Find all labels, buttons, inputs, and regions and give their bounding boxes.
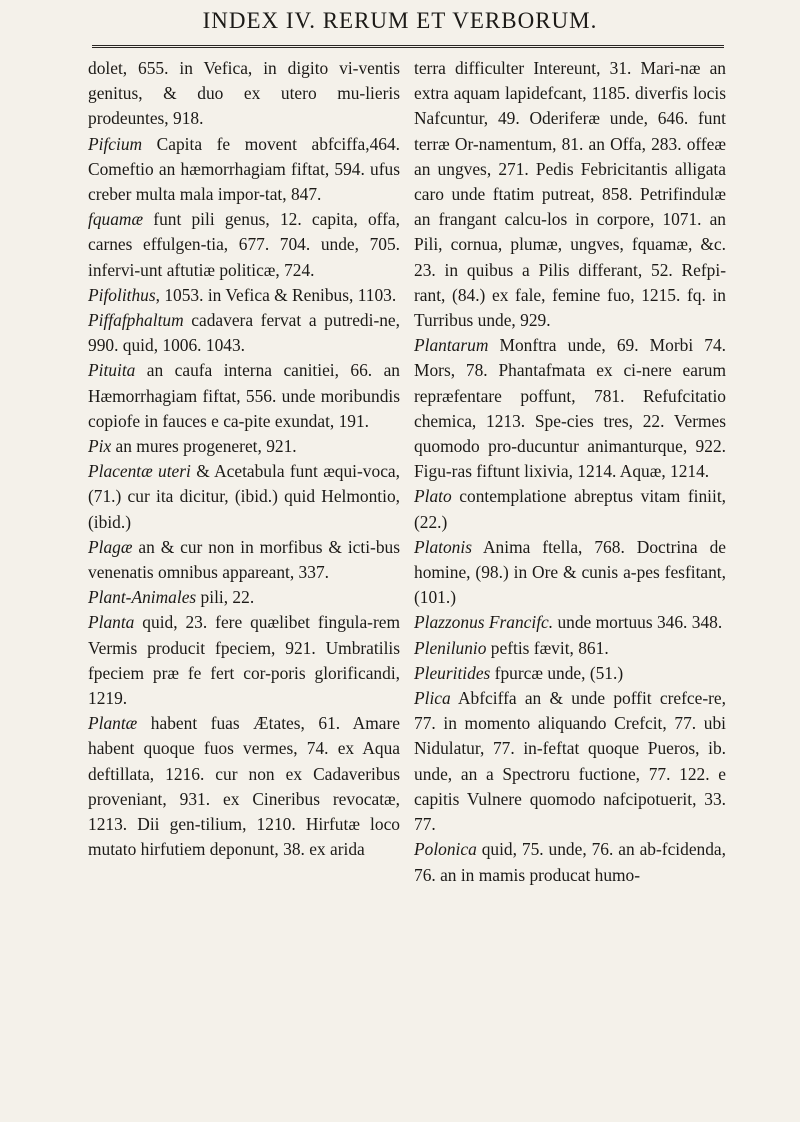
- index-entry: [88, 56, 400, 132]
- entry-text: , 1053. in Vefica & Renibus, 1103.: [155, 284, 397, 305]
- index-entry: [88, 459, 400, 535]
- entry-keyword: Plagæ: [88, 536, 133, 557]
- entry-keyword: fquamæ: [88, 209, 144, 230]
- entry-text: an caufa interna canitiei, 66. an Hæmorrhagiam fiftat, 556. unde moribundis copiofe in fauces e ca-pite exundat, 191.: [88, 360, 400, 431]
- index-entry: [88, 308, 400, 358]
- index-entry: [88, 132, 400, 208]
- entry-keyword: Placentæ uteri: [88, 461, 191, 482]
- index-entry: [414, 333, 726, 484]
- index-entry: [88, 283, 400, 308]
- entry-text: funt pili genus, 12. capita, offa, carnes effulgen-tia, 677. 704. unde, 705. infervi-unt aftutiæ politicæ, 724.: [88, 209, 400, 280]
- index-entry: [414, 661, 726, 686]
- entry-keyword: Pifolithus: [88, 284, 156, 305]
- entry-keyword: Pituita: [88, 360, 136, 381]
- entry-text: Abfciffa an & unde poffit crefce-re, 77. in momento aliquando Crefcit, 77. ubi Nidulatur, 77. in-feftat quoque Pueros, ib. unde, an a Spectroru fuctione, 77. 122. e capitis Vulnere quomodo nafcipotuerit, 33. 77.: [414, 688, 726, 835]
- entry-text: quid, 75. unde, 76. an ab-fcidenda, 76. an in mamis producat humo-: [414, 839, 726, 885]
- entry-keyword: Plant-Animales: [88, 587, 197, 608]
- index-entry: [414, 837, 726, 887]
- entry-keyword: Plica: [414, 688, 451, 709]
- entry-text: an mures progeneret, 921.: [111, 436, 297, 457]
- entry-keyword: Platonis: [414, 536, 472, 557]
- entry-keyword: Pix: [88, 436, 112, 457]
- entry-text: Anima ftella, 768. Doctrina de homine, (98.) in Ore & cunis a-pes fesfitant, (101.): [414, 536, 726, 608]
- header-rule: [92, 45, 724, 48]
- index-entry: [414, 686, 726, 837]
- left-column: [88, 56, 400, 863]
- entry-text: unde mortuus 346. 348.: [553, 612, 723, 633]
- entry-text: cadavera fervat a putredi-ne, 990. quid, 1006. 1043.: [88, 310, 400, 356]
- entry-keyword: Plantæ: [88, 713, 138, 734]
- entry-text: peftis fævit, 861.: [486, 637, 609, 658]
- entry-keyword: Polonica: [414, 839, 477, 860]
- entry-text: pili, 22.: [196, 587, 255, 608]
- index-entry: [414, 610, 726, 635]
- entry-keyword: Plantarum: [414, 335, 489, 356]
- entry-text: fpurcæ unde, (51.): [490, 662, 624, 683]
- index-entry: [414, 535, 726, 611]
- index-entry: [88, 358, 400, 434]
- entry-text: terra difficulter Intereunt, 31. Mari-næ an extra aquam lapidefcant, 1185. diverfis locis Nafcuntur, 49. Oderiferæ unde, 646. funt terræ Or-namentum, 81. an Offa, 283. offeæ an ungves, 271. Pedis Febricitantis alligata caro unde ftatim putreat, 858. Petrifindulæ an frangant calcu-los in corpore, 1071. an Pili, cornua, plumæ, ungves, fquamæ, &c. 23. in quibus a Pilis differant, 52. Refpi-rant, (84.) ex fale, femine fuo, 1215. fq. in Turribus unde, 929.: [414, 58, 726, 331]
- entry-text: quid, 23. fere quælibet fingula-rem Vermis producit fpeciem, 921. Umbratilis fpeciem præ fe fert cor-poris glorificandi, 1219.: [88, 612, 400, 709]
- entry-text: contemplatione abreptus vitam finiit, (22.): [414, 486, 726, 532]
- entry-text: an & cur non in morfibus & icti-bus venenatis omnibus appareant, 337.: [88, 536, 400, 583]
- entry-keyword: Pifcium: [88, 133, 143, 154]
- index-entry: [88, 207, 400, 283]
- entry-text: Monftra unde, 69. Morbi 74. Mors, 78. Phantafmata ex ci-nere earum repræfentare poffunt, 781. Refufcitatio chemica, 1213. Spe-cies tres, 22. Vermes quomodo pro-ducuntur animanturque, 922. Figu-ras fiftunt lixivia, 1214. Aquæ, 1214.: [414, 335, 726, 482]
- index-entry: [88, 535, 400, 585]
- entry-text: habent fuas Ætates, 61. Amare habent quoque fuos vermes, 74. ex Aqua deftillata, 1216. cur non ex Cadaveribus proveniant, 931. ex Cineribus revocatæ, 1213. Dii gen-tilium, 1210. Hirfutæ loco mutato hirfutiem deponunt, 38. ex arida: [88, 713, 400, 860]
- entry-keyword: Pleuritides: [414, 662, 491, 683]
- entry-keyword: Piffafphaltum: [88, 310, 184, 331]
- index-entry: [414, 636, 726, 661]
- index-entry: [414, 484, 726, 534]
- right-column: [414, 56, 726, 888]
- index-entry: [88, 434, 400, 459]
- entry-keyword: Plazzonus Francifc.: [414, 612, 554, 633]
- entry-keyword: Plato: [414, 486, 452, 507]
- entry-keyword: Planta: [88, 612, 135, 633]
- index-entry: [88, 711, 400, 862]
- entry-text: dolet, 655. in Vefica, in digito vi-ventis genitus, & duo ex utero mu-lieris prodeuntes, 918.: [88, 58, 400, 129]
- running-head: INDEX IV. RERUM ET VERBORUM.: [202, 8, 598, 33]
- entry-text: Capita fe movent abfciffa,464. Comeftio an hæmorrhagiam fiftat, 594. ufus creber multa mala impor-tat, 847.: [88, 133, 400, 205]
- index-entry: [88, 585, 400, 610]
- index-entry: [88, 610, 400, 711]
- entry-text: & Acetabula funt æqui-voca, (71.) cur ita dicitur, (ibid.) quid Helmontio, (ibid.): [88, 461, 400, 532]
- entry-keyword: Plenilunio: [414, 637, 487, 658]
- index-entry: [414, 56, 726, 333]
